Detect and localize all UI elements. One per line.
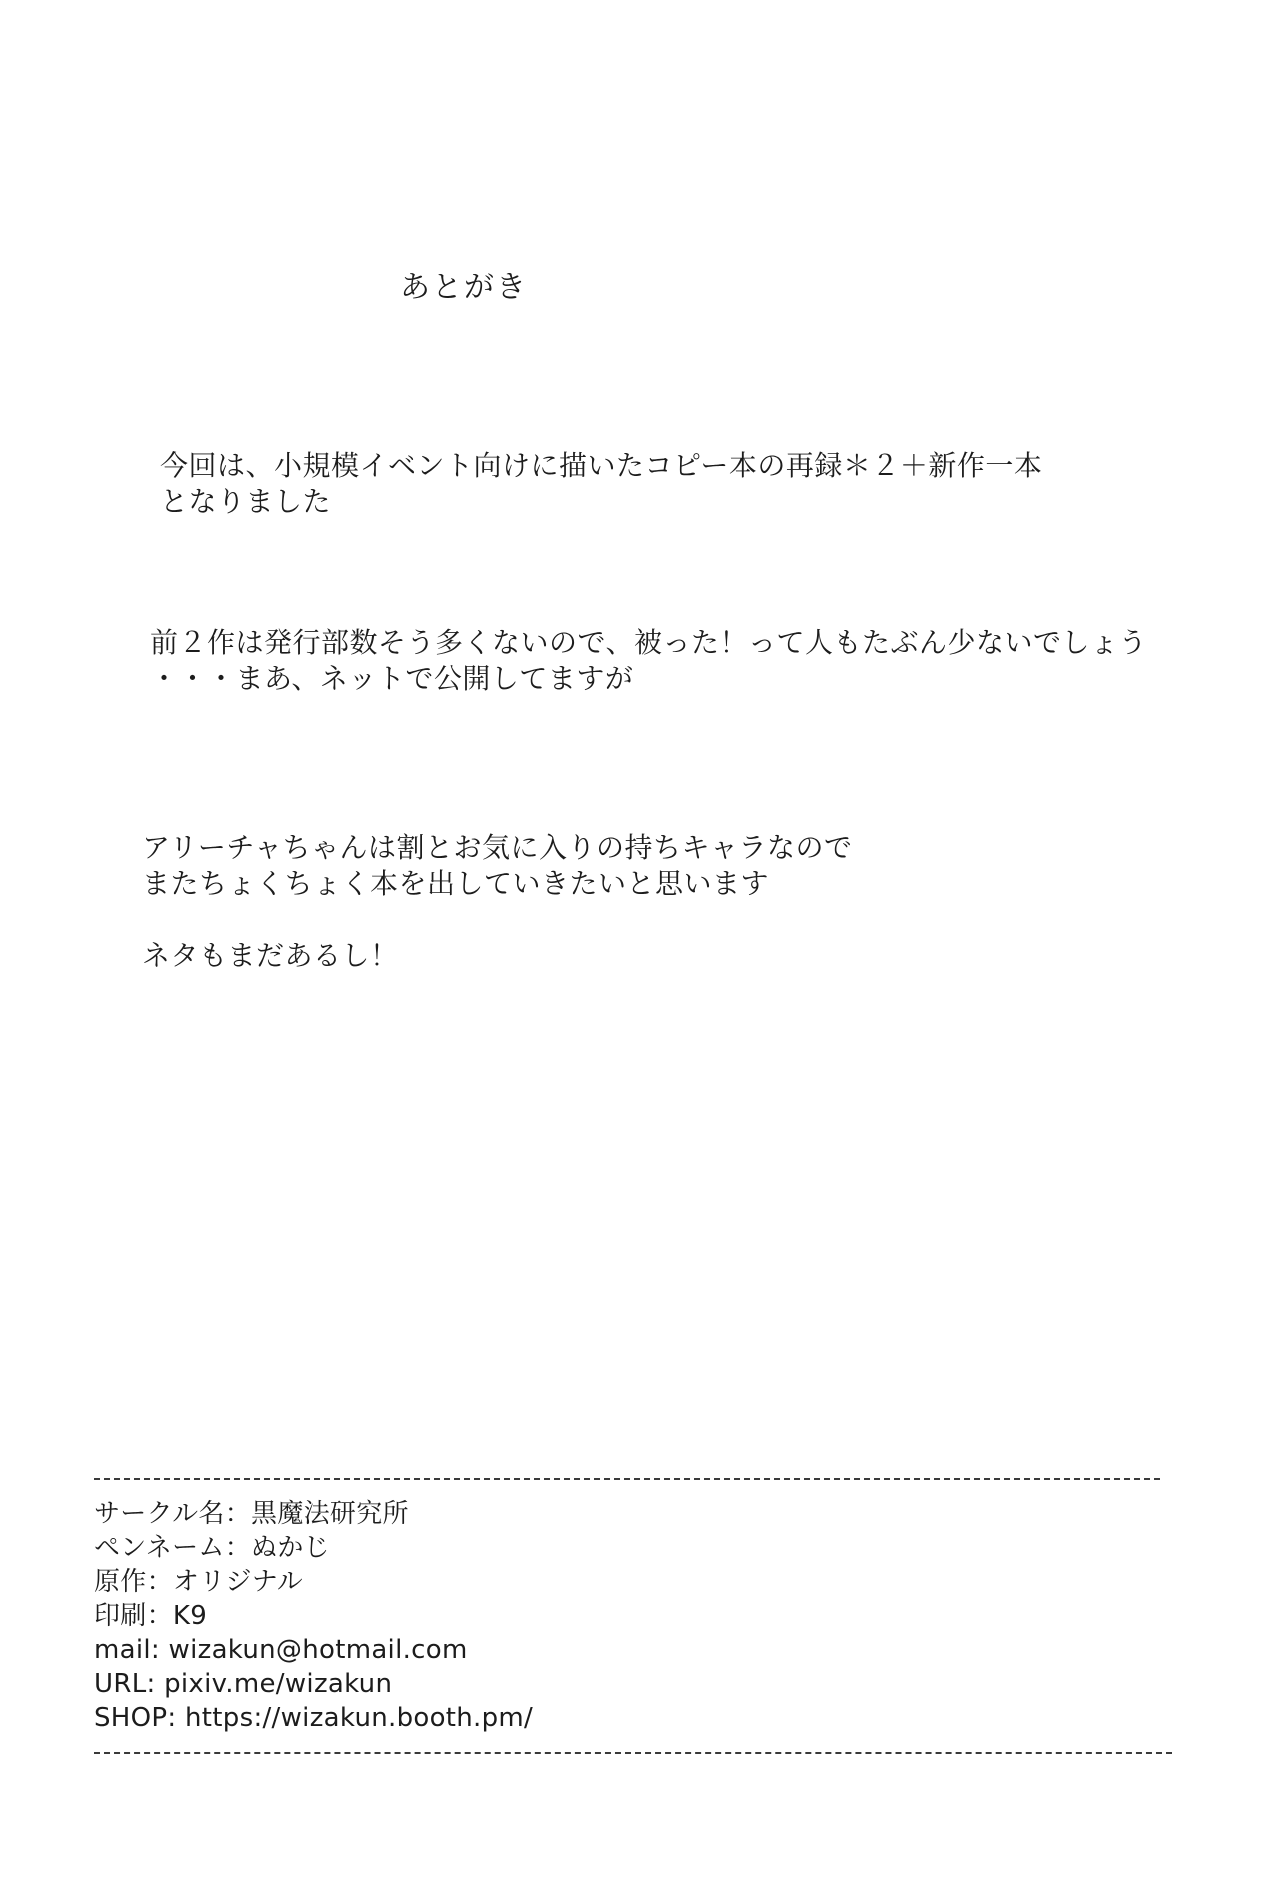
paragraph3-line2: またちょくちょく本を出していきたいと思います	[142, 867, 770, 900]
colophon-mail: mail: wizakun@hotmail.com	[94, 1635, 468, 1665]
colophon-printer: 印刷：K9	[94, 1601, 208, 1631]
paragraph4-line1: ネタもまだあるし！	[142, 939, 399, 972]
colophon-circle: サークル名：黒魔法研究所	[94, 1499, 409, 1529]
paragraph3-line1: アリーチャちゃんは割とお気に入りの持ちキャラなので	[142, 831, 853, 864]
afterword-title: あとがき	[400, 270, 528, 305]
colophon-url: URL: pixiv.me/wizakun	[94, 1669, 393, 1699]
colophon-top-divider	[94, 1478, 1160, 1480]
paragraph1-line2: となりました	[160, 485, 332, 518]
paragraph2-line1: 前２作は発行部数そう多くないので、被った！って人もたぶん少ないでしょう	[150, 626, 1147, 659]
paragraph2-line2: ・・・まあ、ネットで公開してますが	[150, 662, 634, 695]
paragraph1-line1: 今回は、小規模イベント向けに描いたコピー本の再録＊２＋新作一本	[160, 449, 1043, 482]
colophon-shop: SHOP: https://wizakun.booth.pm/	[94, 1703, 534, 1733]
colophon-bottom-divider	[94, 1752, 1172, 1754]
colophon-pen-name: ペンネーム：ぬかじ	[94, 1533, 330, 1563]
colophon-original: 原作：オリジナル	[94, 1567, 304, 1597]
